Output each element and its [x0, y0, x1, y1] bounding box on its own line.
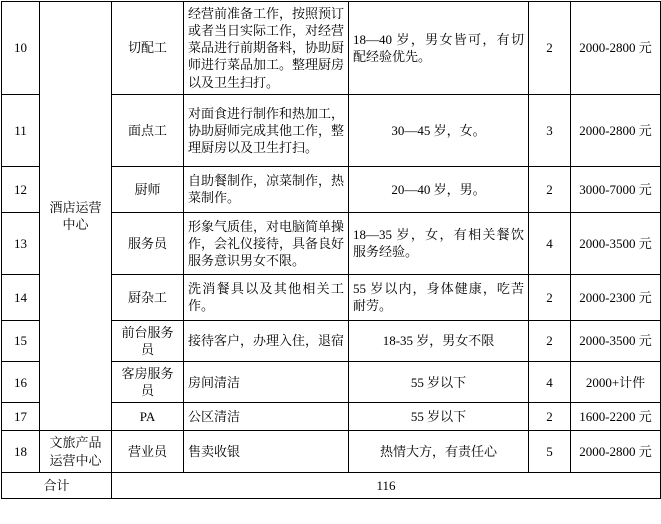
row-index: 18	[2, 431, 40, 472]
row-index: 16	[2, 362, 40, 403]
salary-cell: 1600-2200 元	[571, 403, 661, 431]
position-cell: PA	[112, 403, 184, 431]
salary-cell: 2000-2800 元	[571, 431, 661, 472]
table-footer-row	[2, 472, 661, 498]
duty-cell: 房间清洁	[184, 362, 349, 403]
salary-cell: 2000-2300 元	[571, 274, 661, 320]
duty-cell: 公区清洁	[184, 403, 349, 431]
headcount-cell: 3	[529, 94, 571, 166]
job-listing-table-page	[0, 1, 661, 524]
row-index: 12	[2, 166, 40, 212]
duty-cell: 洗消餐具以及其他相关工作。	[184, 274, 349, 320]
total-value: 116	[112, 472, 661, 498]
requirement-cell: 30—45 岁，女。	[349, 94, 529, 166]
headcount-cell: 4	[529, 212, 571, 274]
requirement-cell: 18-35 岁，男女不限	[349, 320, 529, 361]
department-cell: 文旅产品运营中心	[40, 431, 112, 472]
duty-cell: 自助餐制作，凉菜制作，热菜制作。	[184, 166, 349, 212]
job-listing-table	[1, 1, 661, 499]
department-cell: 酒店运营中心	[40, 2, 112, 431]
row-index: 17	[2, 403, 40, 431]
position-cell: 厨杂工	[112, 274, 184, 320]
position-cell: 面点工	[112, 94, 184, 166]
requirement-cell: 18—40 岁，男女皆可，有切配经验优先。	[349, 2, 529, 95]
headcount-cell: 2	[529, 320, 571, 361]
duty-cell: 对面食进行制作和热加工，协助厨师完成其他工作，整理厨房以及卫生打扫。	[184, 94, 349, 166]
salary-cell: 2000-3500 元	[571, 212, 661, 274]
headcount-cell: 4	[529, 362, 571, 403]
requirement-cell: 55 岁以下	[349, 403, 529, 431]
total-label: 合计	[2, 472, 112, 498]
table-row	[2, 2, 661, 95]
salary-cell: 2000-2800 元	[571, 94, 661, 166]
row-index: 15	[2, 320, 40, 361]
table-row	[2, 431, 661, 472]
headcount-cell: 2	[529, 2, 571, 95]
salary-cell: 2000-2800 元	[571, 2, 661, 95]
row-index: 10	[2, 2, 40, 95]
position-cell: 厨师	[112, 166, 184, 212]
salary-cell: 2000+计件	[571, 362, 661, 403]
requirement-cell: 热情大方，有责任心	[349, 431, 529, 472]
position-cell: 服务员	[112, 212, 184, 274]
salary-cell: 3000-7000 元	[571, 166, 661, 212]
row-index: 11	[2, 94, 40, 166]
headcount-cell: 2	[529, 274, 571, 320]
duty-cell: 形象气质佳，对电脑简单操作，会礼仪接待，具备良好服务意识男女不限。	[184, 212, 349, 274]
position-cell: 客房服务员	[112, 362, 184, 403]
requirement-cell: 55 岁以下	[349, 362, 529, 403]
duty-cell: 售卖收银	[184, 431, 349, 472]
duty-cell: 经营前准备工作，按照预订或者当日实际工作，对经营菜品进行前期备料，协助厨师进行菜品加工。整理厨房以及卫生扫打。	[184, 2, 349, 95]
headcount-cell: 2	[529, 166, 571, 212]
row-index: 14	[2, 274, 40, 320]
requirement-cell: 18—35 岁，女，有相关餐饮服务经验。	[349, 212, 529, 274]
position-cell: 前台服务员	[112, 320, 184, 361]
headcount-cell: 5	[529, 431, 571, 472]
requirement-cell: 20—40 岁，男。	[349, 166, 529, 212]
duty-cell: 接待客户，办理入住，退宿	[184, 320, 349, 361]
salary-cell: 2000-3500 元	[571, 320, 661, 361]
position-cell: 切配工	[112, 2, 184, 95]
requirement-cell: 55 岁以内，身体健康，吃苦耐劳。	[349, 274, 529, 320]
row-index: 13	[2, 212, 40, 274]
headcount-cell: 2	[529, 403, 571, 431]
position-cell: 营业员	[112, 431, 184, 472]
